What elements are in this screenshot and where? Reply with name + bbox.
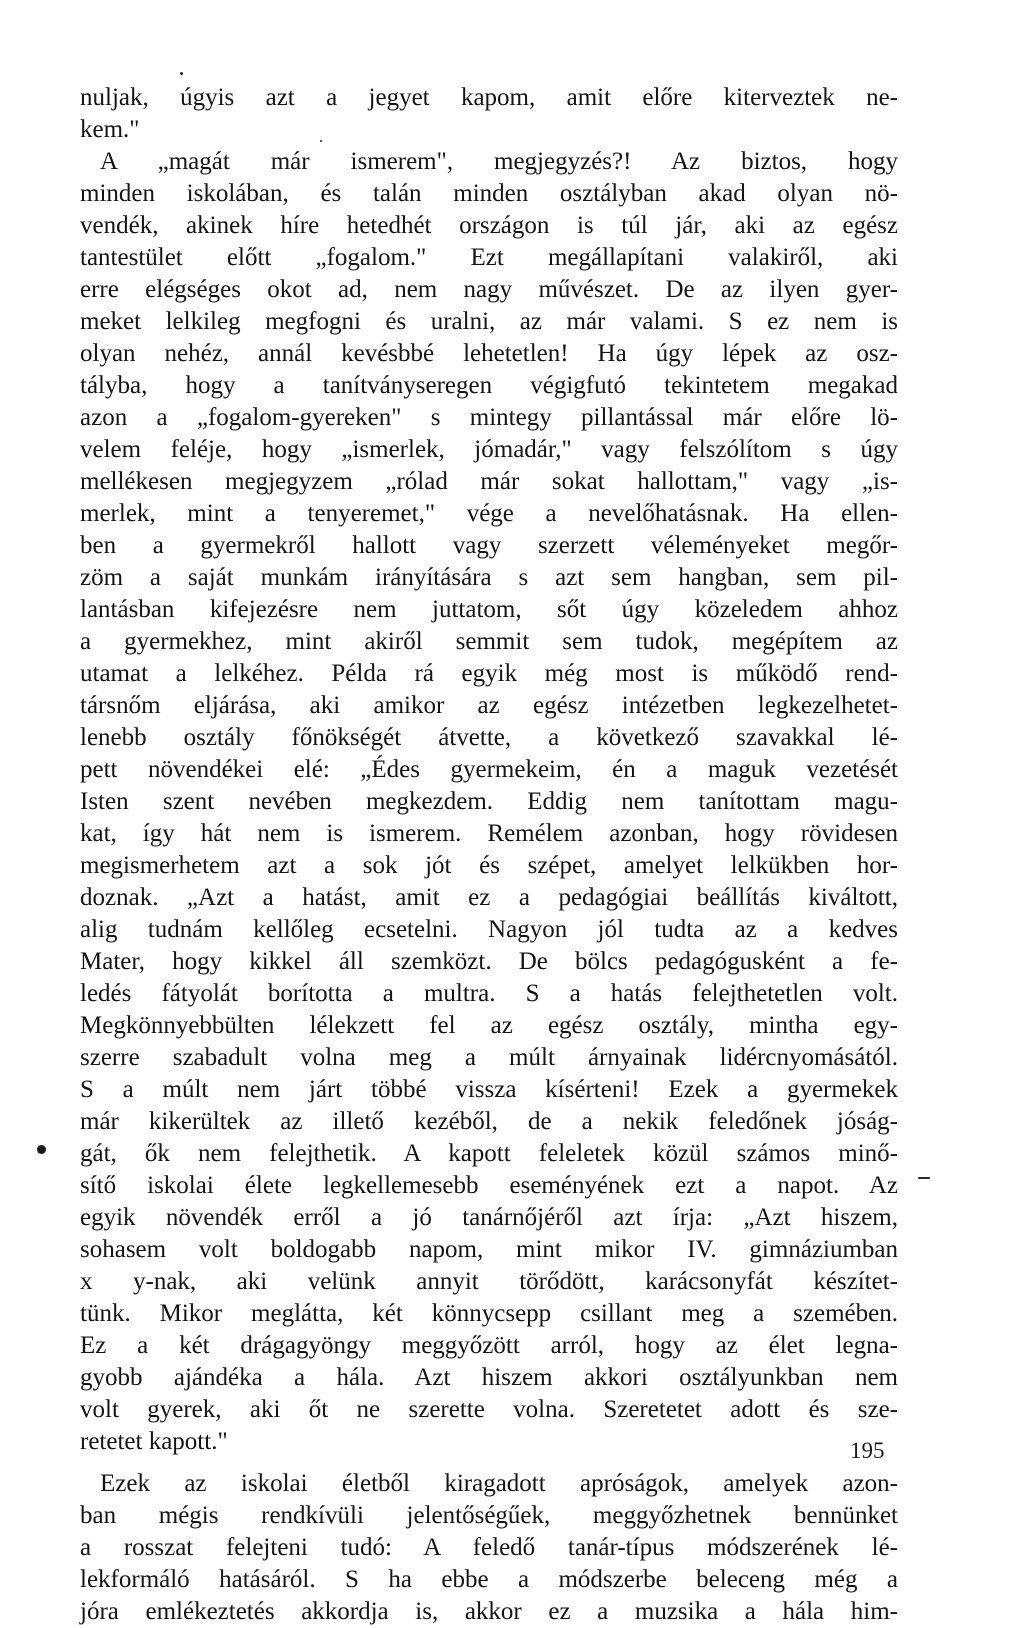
text-line: szerre szabadult volna meg a múlt árnyainak lidércnyomásától. bbox=[80, 1044, 898, 1071]
text-line: A „magát már ismerem", megjegyzés?! Az biztos, hogy bbox=[100, 148, 898, 175]
text-line: Isten szent nevében megkezdem. Eddig nem tanítottam magu- bbox=[80, 788, 898, 815]
text-line: utamat a lelkéhez. Példa rá egyik még most is működő rend- bbox=[80, 660, 898, 687]
text-line: lantásban kifejezésre nem juttatom, sőt úgy közeledem ahhoz bbox=[80, 596, 898, 623]
text-line: kat, így hát nem is ismerem. Remélem azonban, hogy rövidesen bbox=[80, 820, 898, 847]
text-line: gát, ők nem felejthetik. A kapott feleletek közül számos minő- bbox=[80, 1140, 898, 1167]
text-line: olyan nehéz, annál kevésbbé lehetetlen! Ha úgy lépek az osz- bbox=[80, 340, 898, 367]
text-line: kem." bbox=[80, 116, 140, 143]
text-line: lenebb osztály főnökségét átvette, a következő szavakkal lé- bbox=[80, 724, 898, 751]
margin-dot-mark bbox=[37, 1145, 46, 1154]
text-line: tantestület előtt „fogalom." Ezt megállapítani valakiről, aki bbox=[80, 244, 898, 271]
print-speck bbox=[180, 72, 183, 75]
text-line: a rosszat felejteni tudó: A feledő tanár-típus módszerének lé- bbox=[80, 1534, 898, 1561]
text-line: pett növendékei elé: „Édes gyermekeim, én a maguk vezetését bbox=[80, 756, 898, 783]
text-line: ben a gyermekről hallott vagy szerzett véleményeket megőr- bbox=[80, 532, 898, 559]
text-line: ledés fátyolát borította a multra. S a hatás felejthetetlen volt. bbox=[80, 980, 898, 1007]
text-line: minden iskolában, és talán minden osztályban akad olyan nö- bbox=[80, 180, 898, 207]
text-line: sohasem volt boldogabb napom, mint mikor IV. gimnáziumban bbox=[80, 1236, 898, 1263]
paragraph bbox=[80, 146, 898, 1458]
text-line: doznak. „Azt a hatást, amit ez a pedagógiai beállítás kiváltott, bbox=[80, 884, 898, 911]
text-line: jóra emlékeztetés akkordja is, akkor ez a muzsika a hála him- bbox=[80, 1598, 898, 1625]
text-line: egyik növendék erről a jó tanárnőjéről azt írja: „Azt hiszem, bbox=[80, 1204, 898, 1231]
text-line: erre elégséges okot ad, nem nagy művészet. De az ilyen gyer- bbox=[80, 276, 898, 303]
text-line: nuljak, úgyis azt a jegyet kapom, amit előre kiterveztek ne- bbox=[80, 84, 898, 111]
text-line: mellékesen megjegyzem „rólad már sokat hallottam," vagy „is- bbox=[80, 468, 898, 495]
text-line: lekformáló hatásáról. S ha ebbe a módszerbe beleceng még a bbox=[80, 1566, 898, 1593]
text-line: velem feléje, hogy „ismerlek, jómadár," vagy felszólítom s úgy bbox=[80, 436, 898, 463]
text-line: tályba, hogy a tanítványseregen végigfutó tekintetem megakad bbox=[80, 372, 898, 399]
text-line: Megkönnyebbülten lélekzett fel az egész osztály, mintha egy- bbox=[80, 1012, 898, 1039]
text-line: merlek, mint a tenyeremet," vége a nevelőhatásnak. Ha ellen- bbox=[80, 500, 898, 527]
text-line: azon a „fogalom-gyereken" s mintegy pillantással már előre lö- bbox=[80, 404, 898, 431]
text-line: társnőm eljárása, aki amikor az egész intézetben legkezelhetet- bbox=[80, 692, 898, 719]
text-line: tünk. Mikor meglátta, két könnycsepp csillant meg a szemében. bbox=[80, 1300, 898, 1327]
text-line: Ez a két drágagyöngy meggyőzött arról, hogy az élet legna- bbox=[80, 1332, 898, 1359]
print-speck bbox=[320, 140, 322, 142]
text-line: Ezek az iskolai életből kiragadott apróságok, amelyek azon- bbox=[100, 1470, 898, 1497]
text-line: gyobb ajándéka a hála. Azt hiszem akkori osztályunkban nem bbox=[80, 1364, 898, 1391]
text-line: zöm a saját munkám irányítására s azt sem hangban, sem pil- bbox=[80, 564, 898, 591]
text-line: ban mégis rendkívüli jelentőségűek, meggyőzhetnek bennünket bbox=[80, 1502, 898, 1529]
text-line: a gyermekhez, mint akiről semmit sem tudok, megépítem az bbox=[80, 628, 898, 655]
text-line: S a múlt nem járt többé vissza kísérteni! Ezek a gyermekek bbox=[80, 1076, 898, 1103]
text-line: volt gyerek, aki őt ne szerette volna. Szeretetet adott és sze- bbox=[80, 1396, 898, 1423]
paragraph-gap bbox=[80, 1458, 898, 1468]
paragraph bbox=[80, 82, 898, 146]
paragraph bbox=[80, 1468, 898, 1628]
page-text bbox=[80, 82, 898, 1628]
print-speck bbox=[918, 1177, 930, 1179]
text-line: vendék, akinek híre hetedhét országon is túl jár, aki az egész bbox=[80, 212, 898, 239]
text-line: Mater, hogy kikkel áll szemközt. De bölcs pedagógusként a fe- bbox=[80, 948, 898, 975]
page-number: 195 bbox=[850, 1438, 885, 1463]
text-line: x y-nak, aki velünk annyit törődött, karácsonyfát készítet- bbox=[80, 1268, 898, 1295]
text-line: alig tudnám kellőleg ecsetelni. Nagyon jól tudta az a kedves bbox=[80, 916, 898, 943]
text-line: megismerhetem azt a sok jót és szépet, amelyet lelkükben hor- bbox=[80, 852, 898, 879]
text-line: már kikerültek az illető kezéből, de a nekik feledőnek jóság- bbox=[80, 1108, 898, 1135]
text-line: meket lelkileg megfogni és uralni, az már valami. S ez nem is bbox=[80, 308, 898, 335]
text-line: retetet kapott." bbox=[80, 1428, 228, 1455]
text-line: sítő iskolai élete legkellemesebb eseményének ezt a napot. Az bbox=[80, 1172, 898, 1199]
